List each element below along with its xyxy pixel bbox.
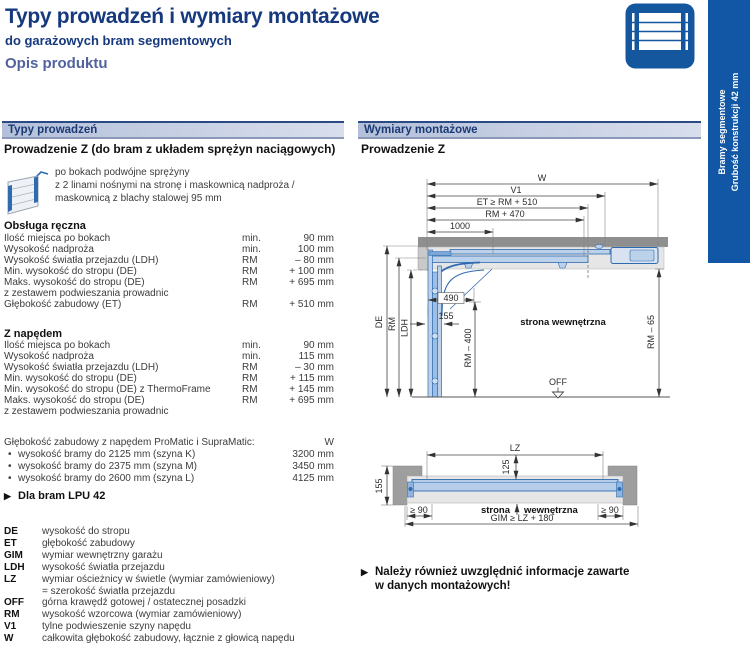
- spec-ref: RM: [242, 373, 258, 384]
- assembly-note: [361, 565, 691, 593]
- dim-label-rm: RM: [387, 317, 397, 331]
- dim-label-490: 490: [443, 293, 459, 303]
- spec-label: Wysokość nadproża: [4, 244, 94, 255]
- spec-ref: RM: [242, 255, 258, 266]
- legend-desc: całkowita głębokość zabudowy, łącznie z głowicą napędu: [42, 633, 295, 645]
- table-row: [4, 266, 334, 277]
- table-row: [4, 395, 334, 406]
- spec-ref: min.: [242, 233, 261, 244]
- pointer-icon: ▶: [4, 491, 11, 501]
- powered-spec-table: [4, 340, 334, 417]
- intro-line1: po bokach podwójne sprężyny: [55, 167, 190, 178]
- spec-ref: RM: [242, 362, 258, 373]
- depth-value: 4125 mm: [292, 473, 334, 484]
- legend-desc: głębokość zabudowy: [42, 537, 135, 549]
- dim-label-lz: LZ: [509, 443, 521, 453]
- side-view-dimensions: [374, 173, 664, 398]
- spec-value: – 30 mm: [295, 362, 334, 373]
- side-tab-line2: Grubość konstrukcji 42 mm: [730, 72, 740, 191]
- intro-line3: maskownicą z blachy stalowej 95 mm: [55, 193, 222, 204]
- legend-desc: górna krawędź gotowej / ostatecznej posadzki: [42, 597, 247, 609]
- legend-code: GIM: [4, 549, 23, 561]
- assembly-note-line2: w danych montażowych!: [375, 580, 511, 592]
- spec-value: + 115 mm: [290, 373, 334, 384]
- table-row: [4, 384, 334, 395]
- legend-list: [4, 526, 344, 645]
- spec-value: 90 mm: [303, 233, 334, 244]
- spec-ref: RM: [242, 277, 258, 288]
- spec-label: Ilość miejsca po bokach: [4, 340, 111, 351]
- legend-code: V1: [4, 621, 17, 633]
- spec-ref: RM: [242, 266, 258, 277]
- inside-label: strona wewnętrzna: [520, 317, 606, 328]
- plan-view-structure: [393, 466, 637, 505]
- list-item: [4, 609, 344, 621]
- spec-label: Wysokość nadproża: [4, 351, 94, 362]
- right-section-bar: Wymiary montażowe: [358, 121, 701, 139]
- table-row: [4, 449, 334, 461]
- inside-label-1: strona: [480, 505, 510, 516]
- legend-desc-line1: wymiar ościeżnicy w świetle (wymiar zamówieniowy): [42, 573, 275, 585]
- assembly-note-text: [375, 565, 691, 593]
- spring-door-icon: [3, 169, 49, 222]
- spec-label: z zestawem podwieszania prowadnic: [4, 406, 169, 417]
- legend-desc: wysokość światła przejazdu: [42, 561, 165, 573]
- spec-ref: min.: [242, 351, 261, 362]
- list-item: [4, 538, 344, 550]
- bullet-icon: •: [8, 449, 12, 460]
- table-row: [4, 473, 334, 485]
- left-section-bar: Typy prowadzeń: [2, 121, 344, 139]
- side-tab-line1: Bramy segmentowe: [716, 88, 727, 175]
- legend-desc: wysokość wzorcowa (wymiar zamówieniowy): [42, 609, 242, 621]
- side-view-diagram: [362, 166, 700, 437]
- inside-label-2: wewnętrzna: [524, 505, 578, 516]
- lpu-note: [4, 490, 304, 503]
- table-row: [4, 340, 334, 351]
- dim-label-rm400: RM – 400: [463, 328, 473, 368]
- manual-heading: Obsługa ręczna: [4, 220, 86, 232]
- vertical-track: [428, 250, 433, 397]
- list-item: [4, 597, 344, 609]
- dim-label-v1: V1: [510, 185, 522, 195]
- spec-label: Wysokość światła przejazdu (LDH): [4, 255, 159, 266]
- legend-code: DE: [4, 526, 18, 537]
- legend-desc: wysokość do stropu: [42, 526, 130, 537]
- bullet-icon: •: [8, 473, 12, 484]
- rail-hanger: [595, 245, 603, 249]
- left-lead: Prowadzenie Z (do bram z układem sprężyn naciągowych): [4, 142, 336, 156]
- depth-label: wysokość bramy do 2600 mm (szyna L): [18, 473, 195, 484]
- depth-value: 3450 mm: [292, 461, 334, 472]
- spec-value: – 80 mm: [295, 255, 334, 266]
- depth-label: wysokość bramy do 2125 mm (szyna K): [18, 449, 196, 460]
- depth-heading: Głębokość zabudowy z napędem ProMatic i SupraMatic:: [4, 437, 255, 448]
- dim-label-rm65: RM – 65: [646, 314, 656, 350]
- spec-ref: RM: [242, 384, 258, 395]
- pointer-icon: ▶: [361, 567, 368, 577]
- table-row: [4, 277, 334, 288]
- spec-label: Maks. wysokość do stropu (DE): [4, 277, 145, 288]
- bullet-icon: •: [8, 461, 12, 472]
- dim-label-155: 155: [438, 311, 454, 321]
- table-row: [4, 244, 334, 255]
- off-label: OFF: [549, 377, 567, 387]
- legend-code: LDH: [4, 561, 25, 573]
- intro-text: [55, 166, 295, 205]
- spec-value: + 145 mm: [289, 384, 334, 395]
- depth-label: wysokość bramy do 2375 mm (szyna M): [18, 461, 197, 472]
- legend-code: W: [4, 633, 14, 645]
- dim-label-et: ET ≥ RM + 510: [476, 197, 538, 207]
- legend-code: RM: [4, 609, 20, 621]
- table-row: [4, 351, 334, 362]
- list-item: [4, 550, 344, 562]
- dim-label-1000: 1000: [449, 221, 471, 231]
- door-panel: [412, 480, 618, 492]
- spec-ref: RM: [242, 299, 258, 310]
- table-row: [4, 362, 334, 373]
- assembly-note-line1: Należy również uwzględnić informacje zawarte: [375, 566, 630, 578]
- horizontal-track: [432, 256, 588, 263]
- spec-value: [275, 406, 334, 417]
- list-item: [4, 633, 344, 645]
- spec-label: Wysokość światła przejazdu (LDH): [4, 362, 159, 373]
- spec-label: z zestawem podwieszania prowadnic: [4, 288, 169, 299]
- dim-label-gim: GIM ≥ LZ + 180: [490, 513, 554, 523]
- spec-value: 90 mm: [303, 340, 334, 351]
- spec-label: Min. wysokość do stropu (DE) z ThermoFrame: [4, 384, 211, 395]
- spec-value: 100 mm: [297, 244, 334, 255]
- dim-label-de: DE: [374, 315, 384, 329]
- plan-view-diagram: [362, 436, 700, 553]
- table-row: [4, 373, 334, 384]
- spec-label: Min. wysokość do stropu (DE): [4, 373, 137, 384]
- manual-spec-table: [4, 233, 334, 310]
- intro-line2: z 2 linami nośnymi na stronę i maskownicą nadproża /: [55, 180, 295, 191]
- dim-label-125: 125: [501, 459, 511, 475]
- dim-label-ge90-left: ≥ 90: [410, 505, 428, 515]
- list-item: [4, 621, 344, 633]
- depth-value: 3200 mm: [292, 449, 334, 460]
- list-item: [4, 562, 344, 574]
- spec-label: Maks. wysokość do stropu (DE): [4, 395, 145, 406]
- table-row: [4, 233, 334, 244]
- table-row: [4, 461, 334, 473]
- spec-value: 115 mm: [298, 351, 334, 362]
- table-row: [4, 255, 334, 266]
- legend-code: ET: [4, 537, 17, 549]
- depth-heading-value: W: [324, 437, 334, 448]
- spec-value: + 100 mm: [289, 266, 334, 277]
- spec-ref: RM: [242, 395, 258, 406]
- depth-heading-row: [4, 437, 334, 449]
- lpu-note-text: Dla bram LPU 42: [18, 490, 106, 502]
- spec-value: [275, 288, 334, 299]
- legend-desc: tylne podwieszenie szyny napędu: [42, 621, 191, 633]
- dim-label-w: W: [537, 173, 547, 183]
- list-item: [4, 574, 344, 598]
- chapter-side-tab: [708, 0, 750, 263]
- spec-ref: min.: [242, 340, 261, 351]
- dim-label-155: 155: [374, 478, 384, 494]
- section-title: Opis produktu: [5, 55, 108, 72]
- legend-code: LZ: [4, 573, 17, 585]
- spring-pack: [429, 252, 451, 256]
- spec-ref: [242, 406, 275, 417]
- list-item: [4, 526, 344, 538]
- spec-label: Ilość miejsca po bokach: [4, 233, 111, 244]
- depth-table: [4, 437, 334, 485]
- powered-heading: Z napędem: [4, 328, 63, 340]
- spec-label: Głębokość zabudowy (ET): [4, 299, 122, 310]
- table-row: [4, 299, 334, 310]
- legend-desc-line2: = szerokość światła przejazdu: [42, 585, 176, 597]
- dim-label-ge90-right: ≥ 90: [601, 505, 619, 515]
- sectional-door-icon: [625, 3, 695, 75]
- page-subtitle: do garażowych bram segmentowych: [5, 33, 232, 48]
- legend-code: OFF: [4, 597, 24, 609]
- spec-value: + 510 mm: [289, 299, 334, 310]
- operator-rail: [450, 250, 610, 255]
- table-row: [4, 406, 334, 417]
- chapter-side-tab-text: [716, 7, 742, 257]
- right-lead: Prowadzenie Z: [361, 142, 446, 156]
- legend-desc: [42, 574, 344, 598]
- legend-desc: wymiar wewnętrzny garażu: [42, 549, 163, 561]
- dim-label-rm470: RM + 470: [485, 209, 525, 219]
- spec-value: + 695 mm: [289, 395, 334, 406]
- page-title: Typy prowadzeń i wymiary montażowe: [5, 5, 380, 28]
- dim-label-ldh: LDH: [399, 318, 410, 338]
- table-row: [4, 288, 334, 299]
- spec-ref: min.: [242, 244, 261, 255]
- spec-ref: [242, 288, 275, 299]
- spec-label: Min. wysokość do stropu (DE): [4, 266, 137, 277]
- spec-value: + 695 mm: [289, 277, 334, 288]
